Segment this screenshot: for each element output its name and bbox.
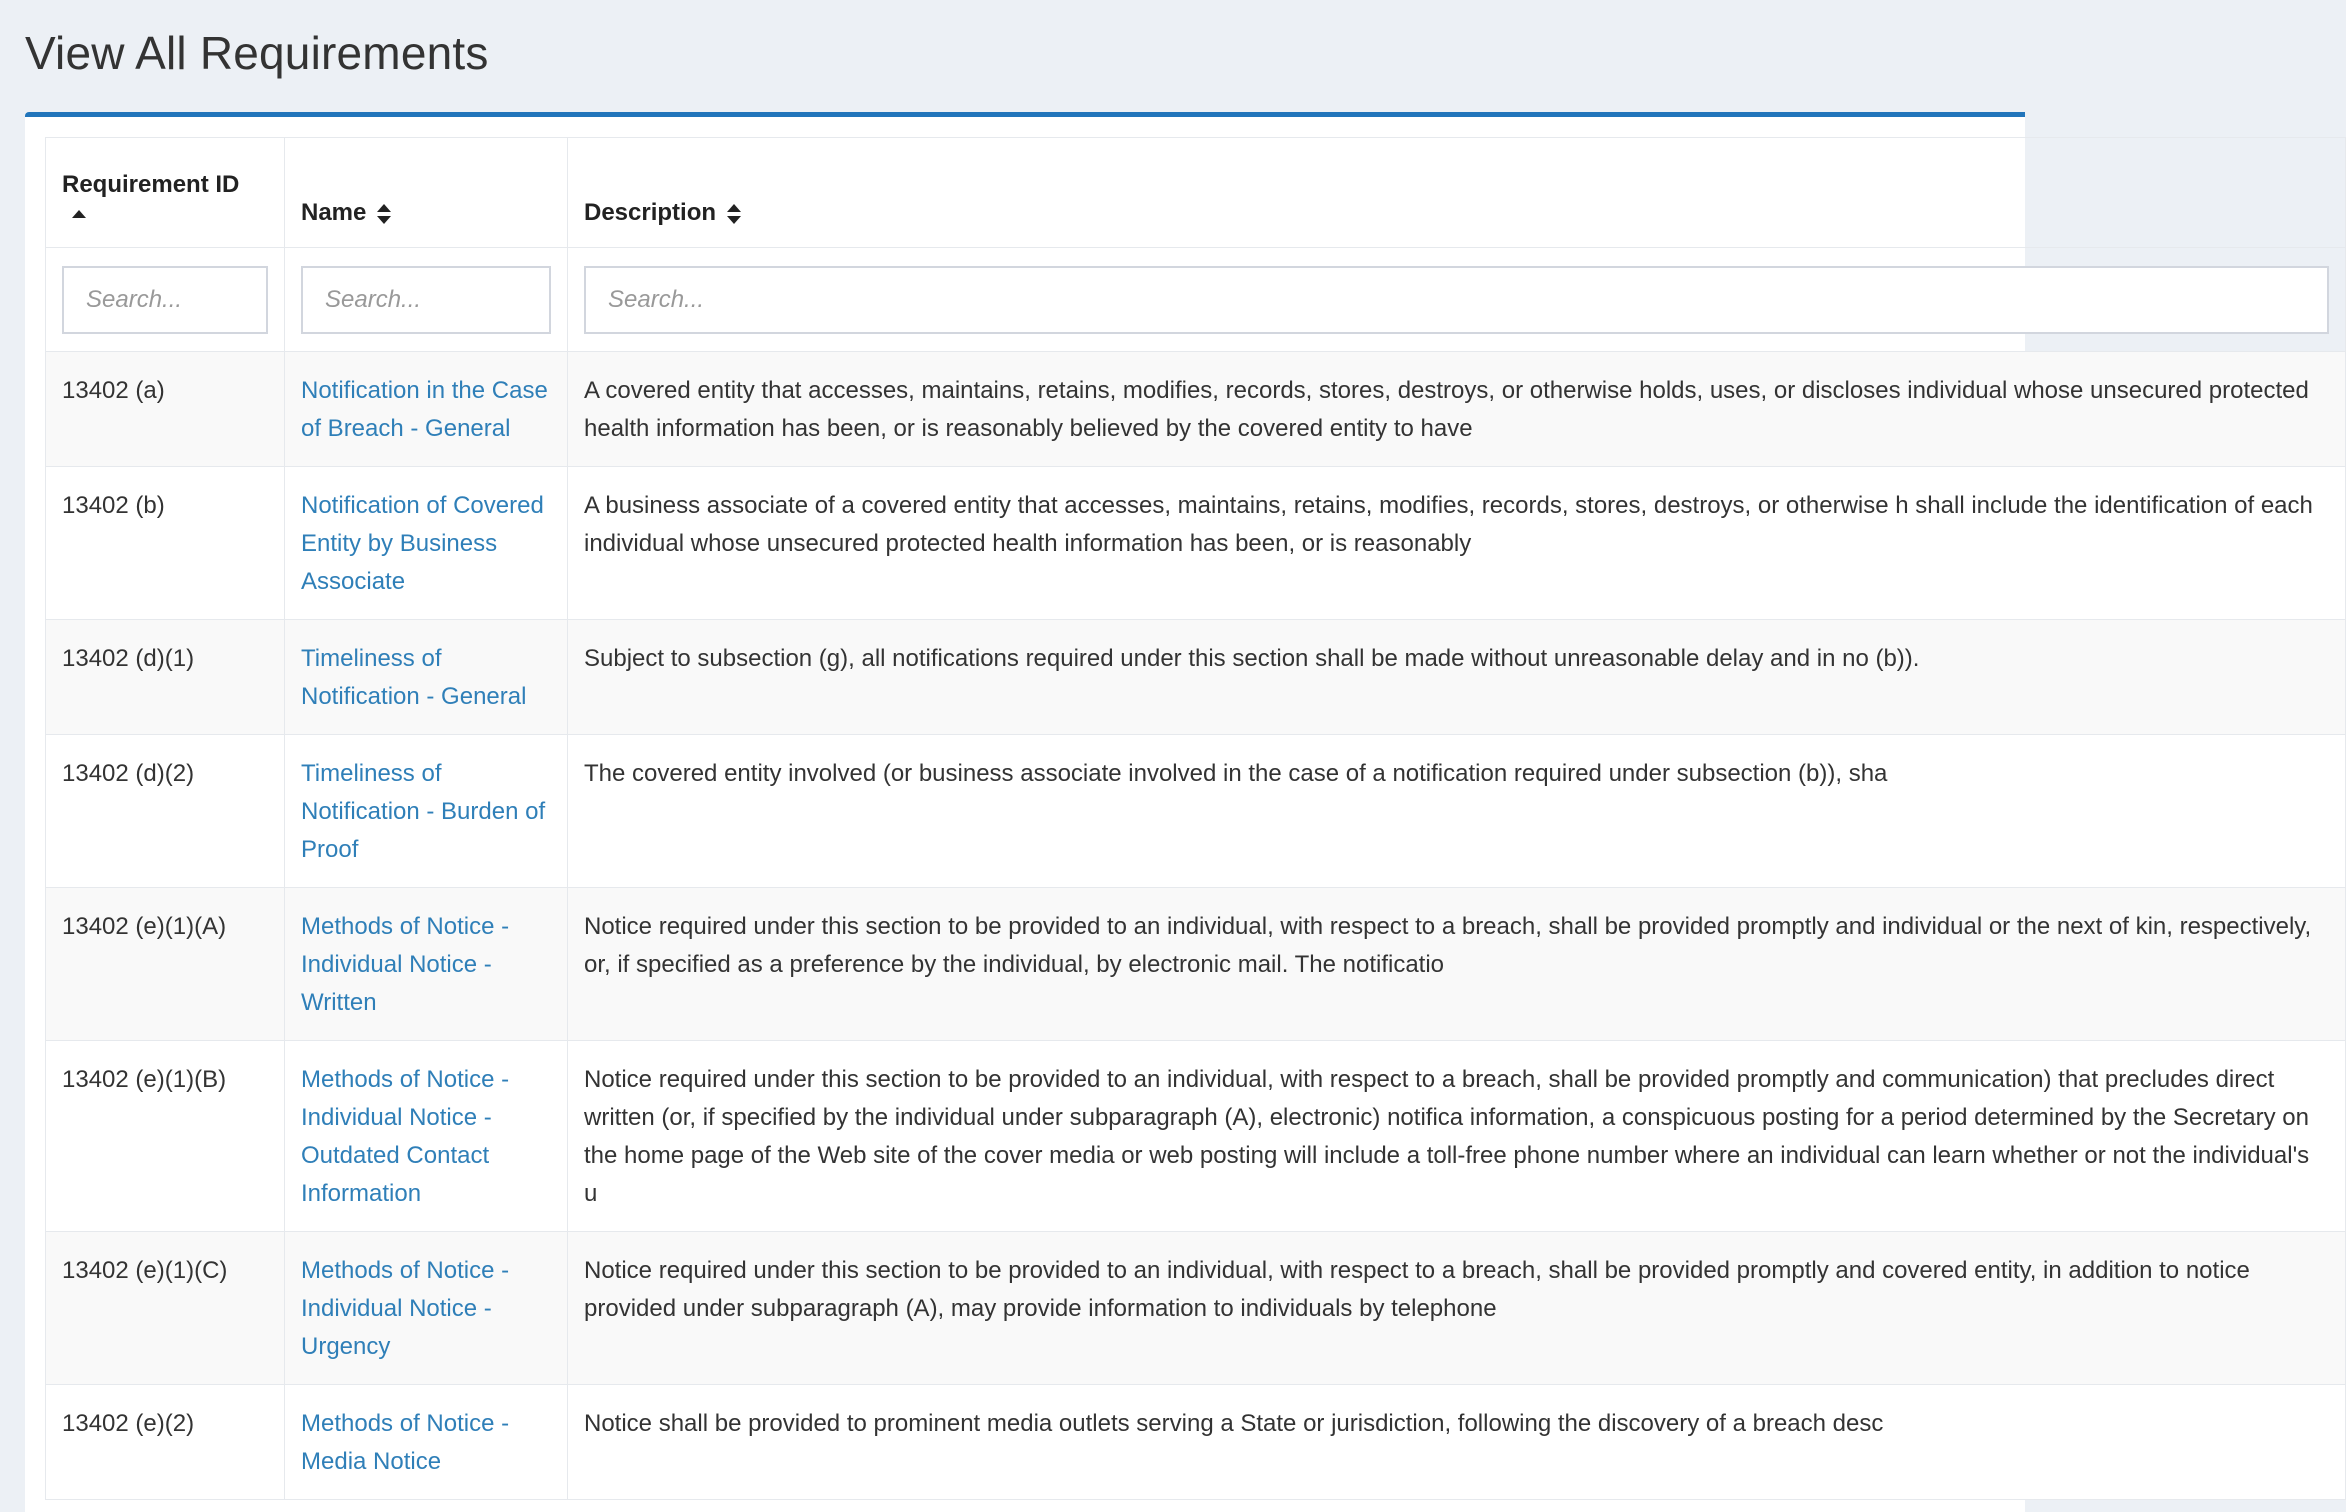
sort-asc-icon [70,207,88,221]
requirements-box [25,112,2313,1512]
column-header-name[interactable] [285,138,568,248]
requirement-id: 13402 (e)(1)(B) [46,1041,285,1232]
sort-both-icon [376,202,392,226]
requirement-description: A covered entity that accesses, maintains, retains, modifies, records, stores, destroys, or otherwise holds, uses, or discloses individual whose unsecured protected health information has been, or is reasonably believed by the covered entity to have [568,352,2346,467]
requirement-name-link[interactable]: Methods of Notice - Individual Notice - Outdated Contact Information [301,1066,510,1207]
column-label: Requirement ID [62,171,240,198]
requirement-id: 13402 (e)(2) [46,1385,285,1500]
table-header-row [46,138,2346,248]
column-label: Name [301,199,367,226]
requirement-description: Notice required under this section to be provided to an individual, with respect to a breach, shall be provided promptly and covered entity, in addition to notice provided under subparagraph (A), may provide information to individuals by telephone [568,1232,2346,1385]
requirement-description: A business associate of a covered entity that accesses, maintains, retains, modifies, records, stores, destroys, or otherwise h shall include the identification of each individual whose unsecured protected health information has been, or is reasonably [568,467,2346,620]
requirement-id: 13402 (d)(2) [46,735,285,888]
name-cell [285,1041,568,1232]
requirement-name-link[interactable]: Notification of Covered Entity by Business Associate [301,492,544,595]
column-header-description[interactable] [568,138,2346,248]
table-row [46,1232,2346,1385]
name-cell [285,1232,568,1385]
requirement-description: Notice shall be provided to prominent media outlets serving a State or jurisdiction, following the discovery of a breach desc [568,1385,2346,1500]
search-description-input[interactable] [584,266,2329,334]
requirement-name-link[interactable]: Notification in the Case of Breach - General [301,377,548,442]
search-requirement-id-input[interactable] [62,266,268,334]
filter-cell [285,248,568,352]
table-row [46,352,2346,467]
search-name-input[interactable] [301,266,551,334]
table-row [46,1041,2346,1232]
requirement-description: Notice required under this section to be provided to an individual, with respect to a breach, shall be provided promptly and individual or the next of kin, respectively, or, if specified as a preference by the individual, by electronic mail. The notificatio [568,888,2346,1041]
table-row [46,888,2346,1041]
requirement-description: Notice required under this section to be provided to an individual, with respect to a breach, shall be provided promptly and communication) that precludes direct written (or, if specified by the individual under subparagraph (A), electronic) notifica information, a conspicuous posting for a period determined by the Secretary on the home page of the Web site of the cover media or web posting will include a toll-free phone number where an individual can learn whether or not the individual's u [568,1041,2346,1232]
sort-both-icon [726,202,742,226]
table-row [46,467,2346,620]
requirement-description: Subject to subsection (g), all notifications required under this section shall be made without unreasonable delay and in no (b)). [568,620,2346,735]
table-filter-row [46,248,2346,352]
requirement-id: 13402 (a) [46,352,285,467]
filter-cell [568,248,2346,352]
page-title: View All Requirements [25,27,489,79]
requirement-name-link[interactable]: Methods of Notice - Individual Notice - Written [301,913,510,1016]
requirement-name-link[interactable]: Methods of Notice - Media Notice [301,1410,510,1475]
name-cell [285,1385,568,1500]
column-header-requirement-id[interactable] [46,138,285,248]
table-row [46,1385,2346,1500]
requirement-id: 13402 (e)(1)(C) [46,1232,285,1385]
filter-cell [46,248,285,352]
requirement-description: The covered entity involved (or business associate involved in the case of a notification required under subsection (b)), sha [568,735,2346,888]
name-cell [285,888,568,1041]
requirement-name-link[interactable]: Methods of Notice - Individual Notice - Urgency [301,1257,510,1360]
requirement-id: 13402 (b) [46,467,285,620]
name-cell [285,735,568,888]
name-cell [285,352,568,467]
requirement-id: 13402 (e)(1)(A) [46,888,285,1041]
requirement-name-link[interactable]: Timeliness of Notification - General [301,645,527,710]
column-label: Description [584,199,717,226]
name-cell [285,467,568,620]
requirement-name-link[interactable]: Timeliness of Notification - Burden of Proof [301,760,546,863]
table-row [46,620,2346,735]
name-cell [285,620,568,735]
requirement-id: 13402 (d)(1) [46,620,285,735]
table-row [46,735,2346,888]
requirements-table [45,137,2346,1500]
